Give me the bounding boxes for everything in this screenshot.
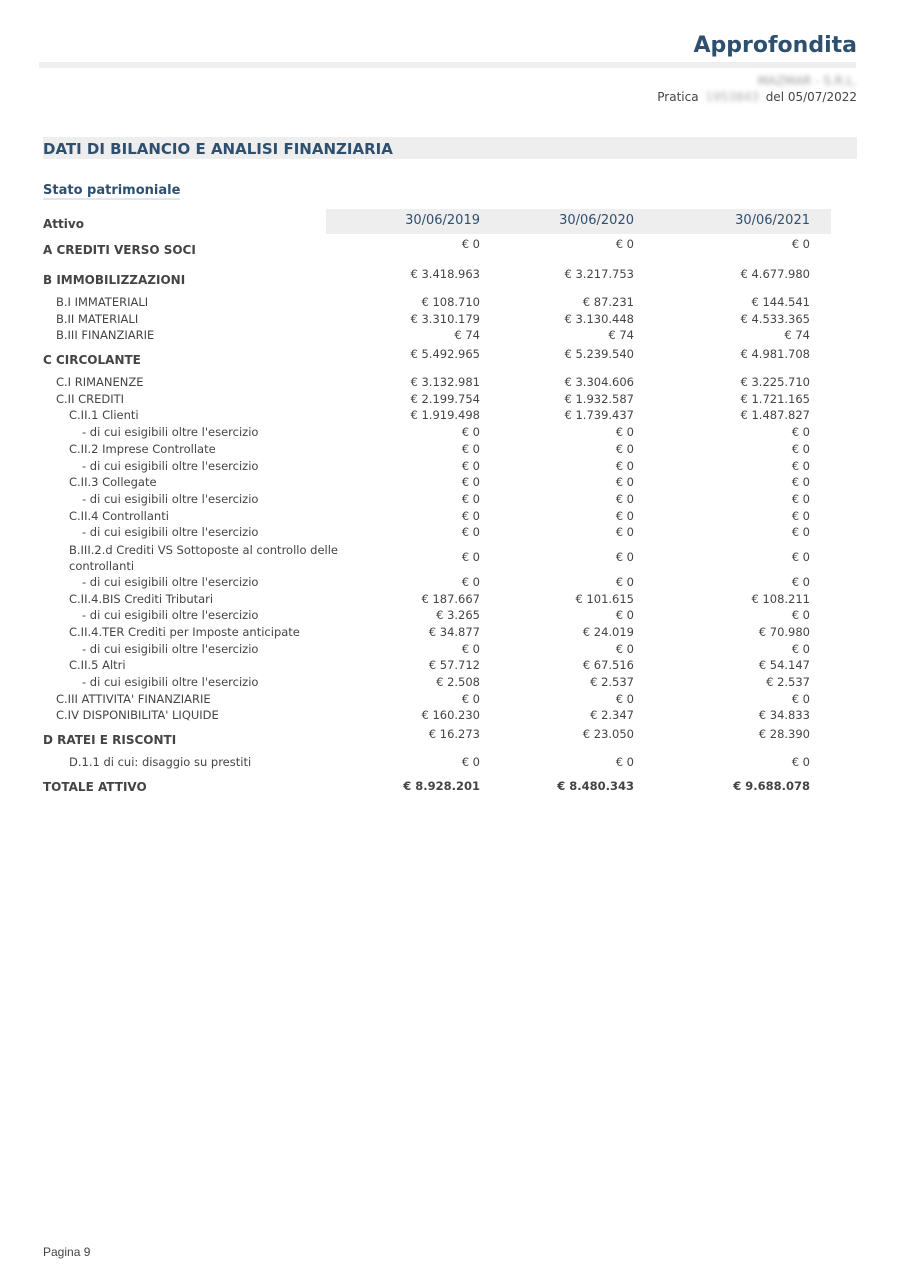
row-value: € 2.508 bbox=[436, 675, 480, 690]
row-label: - di cui esigibili oltre l'esercizio bbox=[82, 675, 259, 690]
row-value: € 5.239.540 bbox=[564, 347, 634, 362]
balance-sheet-table bbox=[43, 209, 833, 802]
table-row bbox=[43, 459, 833, 476]
row-value: € 3.310.179 bbox=[410, 311, 480, 326]
row-value: € 1.932.587 bbox=[564, 391, 634, 406]
row-value: € 160.230 bbox=[421, 708, 480, 723]
table-row bbox=[43, 542, 833, 575]
row-value: € 0 bbox=[791, 755, 810, 770]
row-value: € 0 bbox=[791, 691, 810, 706]
row-value: € 0 bbox=[461, 755, 480, 770]
row-value: € 0 bbox=[615, 491, 634, 506]
row-label: A CREDITI VERSO SOCI bbox=[43, 243, 196, 257]
row-value: € 74 bbox=[784, 328, 810, 343]
row-value: € 16.273 bbox=[428, 727, 480, 742]
row-value: € 0 bbox=[615, 425, 634, 440]
row-value: € 0 bbox=[791, 491, 810, 506]
table-row bbox=[43, 475, 833, 492]
table-row bbox=[43, 575, 833, 592]
row-value: € 0 bbox=[615, 608, 634, 623]
row-label: C CIRCOLANTE bbox=[43, 353, 141, 368]
row-value: € 0 bbox=[615, 508, 634, 523]
row-label: B.III FINANZIARIE bbox=[56, 328, 155, 343]
row-label: D RATEI E RISCONTI bbox=[43, 733, 177, 748]
row-value: € 0 bbox=[461, 574, 480, 589]
row-value: € 0 bbox=[791, 549, 810, 564]
row-label: D.1.1 di cui: disaggio su prestiti bbox=[69, 755, 252, 770]
table-row bbox=[43, 408, 833, 425]
row-value: € 57.712 bbox=[428, 658, 480, 673]
brand-title: Approfondita bbox=[693, 33, 857, 58]
table-row bbox=[43, 755, 833, 772]
row-value: € 0 bbox=[791, 425, 810, 440]
row-value: € 1.487.827 bbox=[740, 408, 810, 423]
row-label: - di cui esigibili oltre l'esercizio bbox=[82, 525, 259, 540]
row-value: € 0 bbox=[461, 525, 480, 540]
row-value: € 187.667 bbox=[421, 591, 480, 606]
row-value: € 144.541 bbox=[751, 295, 810, 309]
table-row bbox=[43, 625, 833, 642]
row-label: B.III.2.d Crediti VS Sottoposte al controllo delle controllanti bbox=[69, 542, 339, 574]
row-value: € 8.480.343 bbox=[557, 778, 634, 793]
table-row bbox=[43, 345, 833, 375]
row-value: € 0 bbox=[461, 425, 480, 440]
row-label: C.II.4 Controllanti bbox=[69, 508, 169, 523]
row-value: € 5.492.965 bbox=[410, 347, 480, 362]
row-value: € 0 bbox=[461, 641, 480, 656]
row-value: € 54.147 bbox=[758, 658, 810, 673]
table-row bbox=[43, 375, 833, 392]
table-body bbox=[43, 235, 833, 802]
section-title: DATI DI BILANCIO E ANALISI FINANZIARIA bbox=[43, 137, 857, 159]
row-value: € 0 bbox=[461, 237, 480, 251]
row-value: € 0 bbox=[791, 458, 810, 473]
row-label: C.II.1 Clienti bbox=[69, 408, 139, 423]
row-value: € 0 bbox=[461, 491, 480, 506]
table-row bbox=[43, 642, 833, 659]
row-value: € 3.130.448 bbox=[564, 311, 634, 326]
row-label: - di cui esigibili oltre l'esercizio bbox=[82, 641, 259, 656]
row-value: € 2.537 bbox=[590, 675, 634, 690]
row-value: € 2.199.754 bbox=[410, 391, 480, 406]
row-value: € 0 bbox=[791, 237, 810, 251]
row-value: € 0 bbox=[615, 441, 634, 456]
table-row bbox=[43, 675, 833, 692]
row-value: € 1.721.165 bbox=[740, 391, 810, 406]
table-row bbox=[43, 295, 833, 312]
table-row bbox=[43, 592, 833, 609]
row-value: € 9.688.078 bbox=[733, 778, 810, 793]
row-label: B IMMOBILIZZAZIONI bbox=[43, 273, 186, 287]
table-row bbox=[43, 692, 833, 709]
row-label: C.IV DISPONIBILITA' LIQUIDE bbox=[56, 708, 219, 723]
column-header: 30/06/2021 bbox=[735, 213, 810, 228]
row-label: C.II.3 Collegate bbox=[69, 475, 157, 490]
row-value: € 101.615 bbox=[575, 591, 634, 606]
page-number: Pagina 9 bbox=[43, 1245, 91, 1259]
row-value: € 3.418.963 bbox=[410, 267, 480, 281]
row-value: € 0 bbox=[461, 458, 480, 473]
row-label: B.II MATERIALI bbox=[56, 311, 139, 326]
company-name-redacted: MAZMAR - S.R.L. bbox=[757, 74, 857, 88]
subsection-title: Stato patrimoniale bbox=[43, 183, 181, 198]
table-row bbox=[43, 772, 833, 802]
row-value: € 2.537 bbox=[766, 675, 810, 690]
table-row bbox=[43, 708, 833, 725]
row-label: TOTALE ATTIVO bbox=[43, 779, 147, 794]
table-row bbox=[43, 425, 833, 442]
table-row bbox=[43, 392, 833, 409]
table-row bbox=[43, 492, 833, 509]
row-label: C.II.2 Imprese Controllate bbox=[69, 441, 216, 456]
pratica-date: del 05/07/2022 bbox=[765, 90, 857, 104]
row-value: € 0 bbox=[461, 691, 480, 706]
row-value: € 0 bbox=[615, 237, 634, 251]
table-row bbox=[43, 658, 833, 675]
table-row bbox=[43, 312, 833, 329]
table-row bbox=[43, 608, 833, 625]
column-header: 30/06/2020 bbox=[559, 213, 634, 228]
row-value: € 0 bbox=[791, 525, 810, 540]
row-label: B.I IMMATERIALI bbox=[56, 295, 149, 309]
row-value: € 34.833 bbox=[758, 708, 810, 723]
row-value: € 3.225.710 bbox=[740, 375, 810, 390]
row-value: € 0 bbox=[615, 691, 634, 706]
row-value: € 0 bbox=[615, 458, 634, 473]
row-value: € 0 bbox=[615, 549, 634, 564]
table-header-row bbox=[43, 209, 833, 235]
row-value: € 0 bbox=[615, 755, 634, 770]
row-value: € 0 bbox=[461, 508, 480, 523]
row-value: € 0 bbox=[615, 641, 634, 656]
column-header: 30/06/2019 bbox=[405, 213, 480, 228]
pratica-prefix: Pratica bbox=[657, 90, 699, 104]
row-value: € 8.928.201 bbox=[403, 778, 480, 793]
row-value: € 3.265 bbox=[436, 608, 480, 623]
row-label: C.III ATTIVITA' FINANZIARIE bbox=[56, 691, 211, 706]
row-value: € 24.019 bbox=[582, 625, 634, 639]
header-divider bbox=[39, 62, 856, 68]
row-value: € 0 bbox=[791, 608, 810, 623]
row-label: - di cui esigibili oltre l'esercizio bbox=[82, 574, 259, 589]
table-row bbox=[43, 328, 833, 345]
row-value: € 0 bbox=[615, 574, 634, 589]
row-value: € 3.217.753 bbox=[564, 267, 634, 281]
table-row bbox=[43, 525, 833, 542]
row-value: € 34.877 bbox=[428, 625, 480, 639]
row-value: € 4.533.365 bbox=[740, 311, 810, 326]
row-value: € 0 bbox=[615, 475, 634, 490]
row-value: € 0 bbox=[791, 475, 810, 490]
row-value: € 0 bbox=[791, 508, 810, 523]
row-value: € 0 bbox=[461, 549, 480, 564]
row-value: € 4.677.980 bbox=[740, 267, 810, 281]
row-value: € 23.050 bbox=[582, 727, 634, 742]
pratica-code-redacted: 1953843 bbox=[705, 90, 759, 104]
row-value: € 87.231 bbox=[582, 295, 634, 309]
row-value: € 4.981.708 bbox=[740, 347, 810, 362]
row-value: € 74 bbox=[454, 328, 480, 343]
pratica-line bbox=[657, 90, 857, 104]
row-value: € 74 bbox=[608, 328, 634, 343]
row-value: € 3.304.606 bbox=[564, 375, 634, 390]
row-value: € 0 bbox=[791, 574, 810, 589]
row-label: C.II CREDITI bbox=[56, 391, 125, 406]
label-column-header: Attivo bbox=[43, 217, 84, 231]
row-label: - di cui esigibili oltre l'esercizio bbox=[82, 458, 259, 473]
row-value: € 108.710 bbox=[421, 295, 480, 309]
row-value: € 28.390 bbox=[758, 727, 810, 742]
row-value: € 0 bbox=[615, 525, 634, 540]
row-value: € 2.347 bbox=[590, 708, 634, 723]
row-value: € 70.980 bbox=[758, 625, 810, 639]
row-label: C.I RIMANENZE bbox=[56, 375, 144, 390]
row-label: - di cui esigibili oltre l'esercizio bbox=[82, 425, 259, 440]
row-value: € 0 bbox=[791, 641, 810, 656]
row-label: - di cui esigibili oltre l'esercizio bbox=[82, 491, 259, 506]
table-row bbox=[43, 235, 833, 265]
row-value: € 1.739.437 bbox=[564, 408, 634, 423]
row-label: C.II.4.TER Crediti per Imposte anticipate bbox=[69, 625, 300, 639]
row-label: C.II.4.BIS Crediti Tributari bbox=[69, 591, 214, 606]
row-value: € 3.132.981 bbox=[410, 375, 480, 390]
row-value: € 67.516 bbox=[582, 658, 634, 673]
row-label: - di cui esigibili oltre l'esercizio bbox=[82, 608, 259, 623]
table-row bbox=[43, 509, 833, 526]
row-value: € 108.211 bbox=[751, 591, 810, 606]
table-row bbox=[43, 265, 833, 295]
row-value: € 1.919.498 bbox=[410, 408, 480, 423]
table-row bbox=[43, 442, 833, 459]
row-value: € 0 bbox=[461, 475, 480, 490]
table-row bbox=[43, 725, 833, 755]
row-value: € 0 bbox=[791, 441, 810, 456]
row-label: C.II.5 Altri bbox=[69, 658, 126, 673]
row-value: € 0 bbox=[461, 441, 480, 456]
